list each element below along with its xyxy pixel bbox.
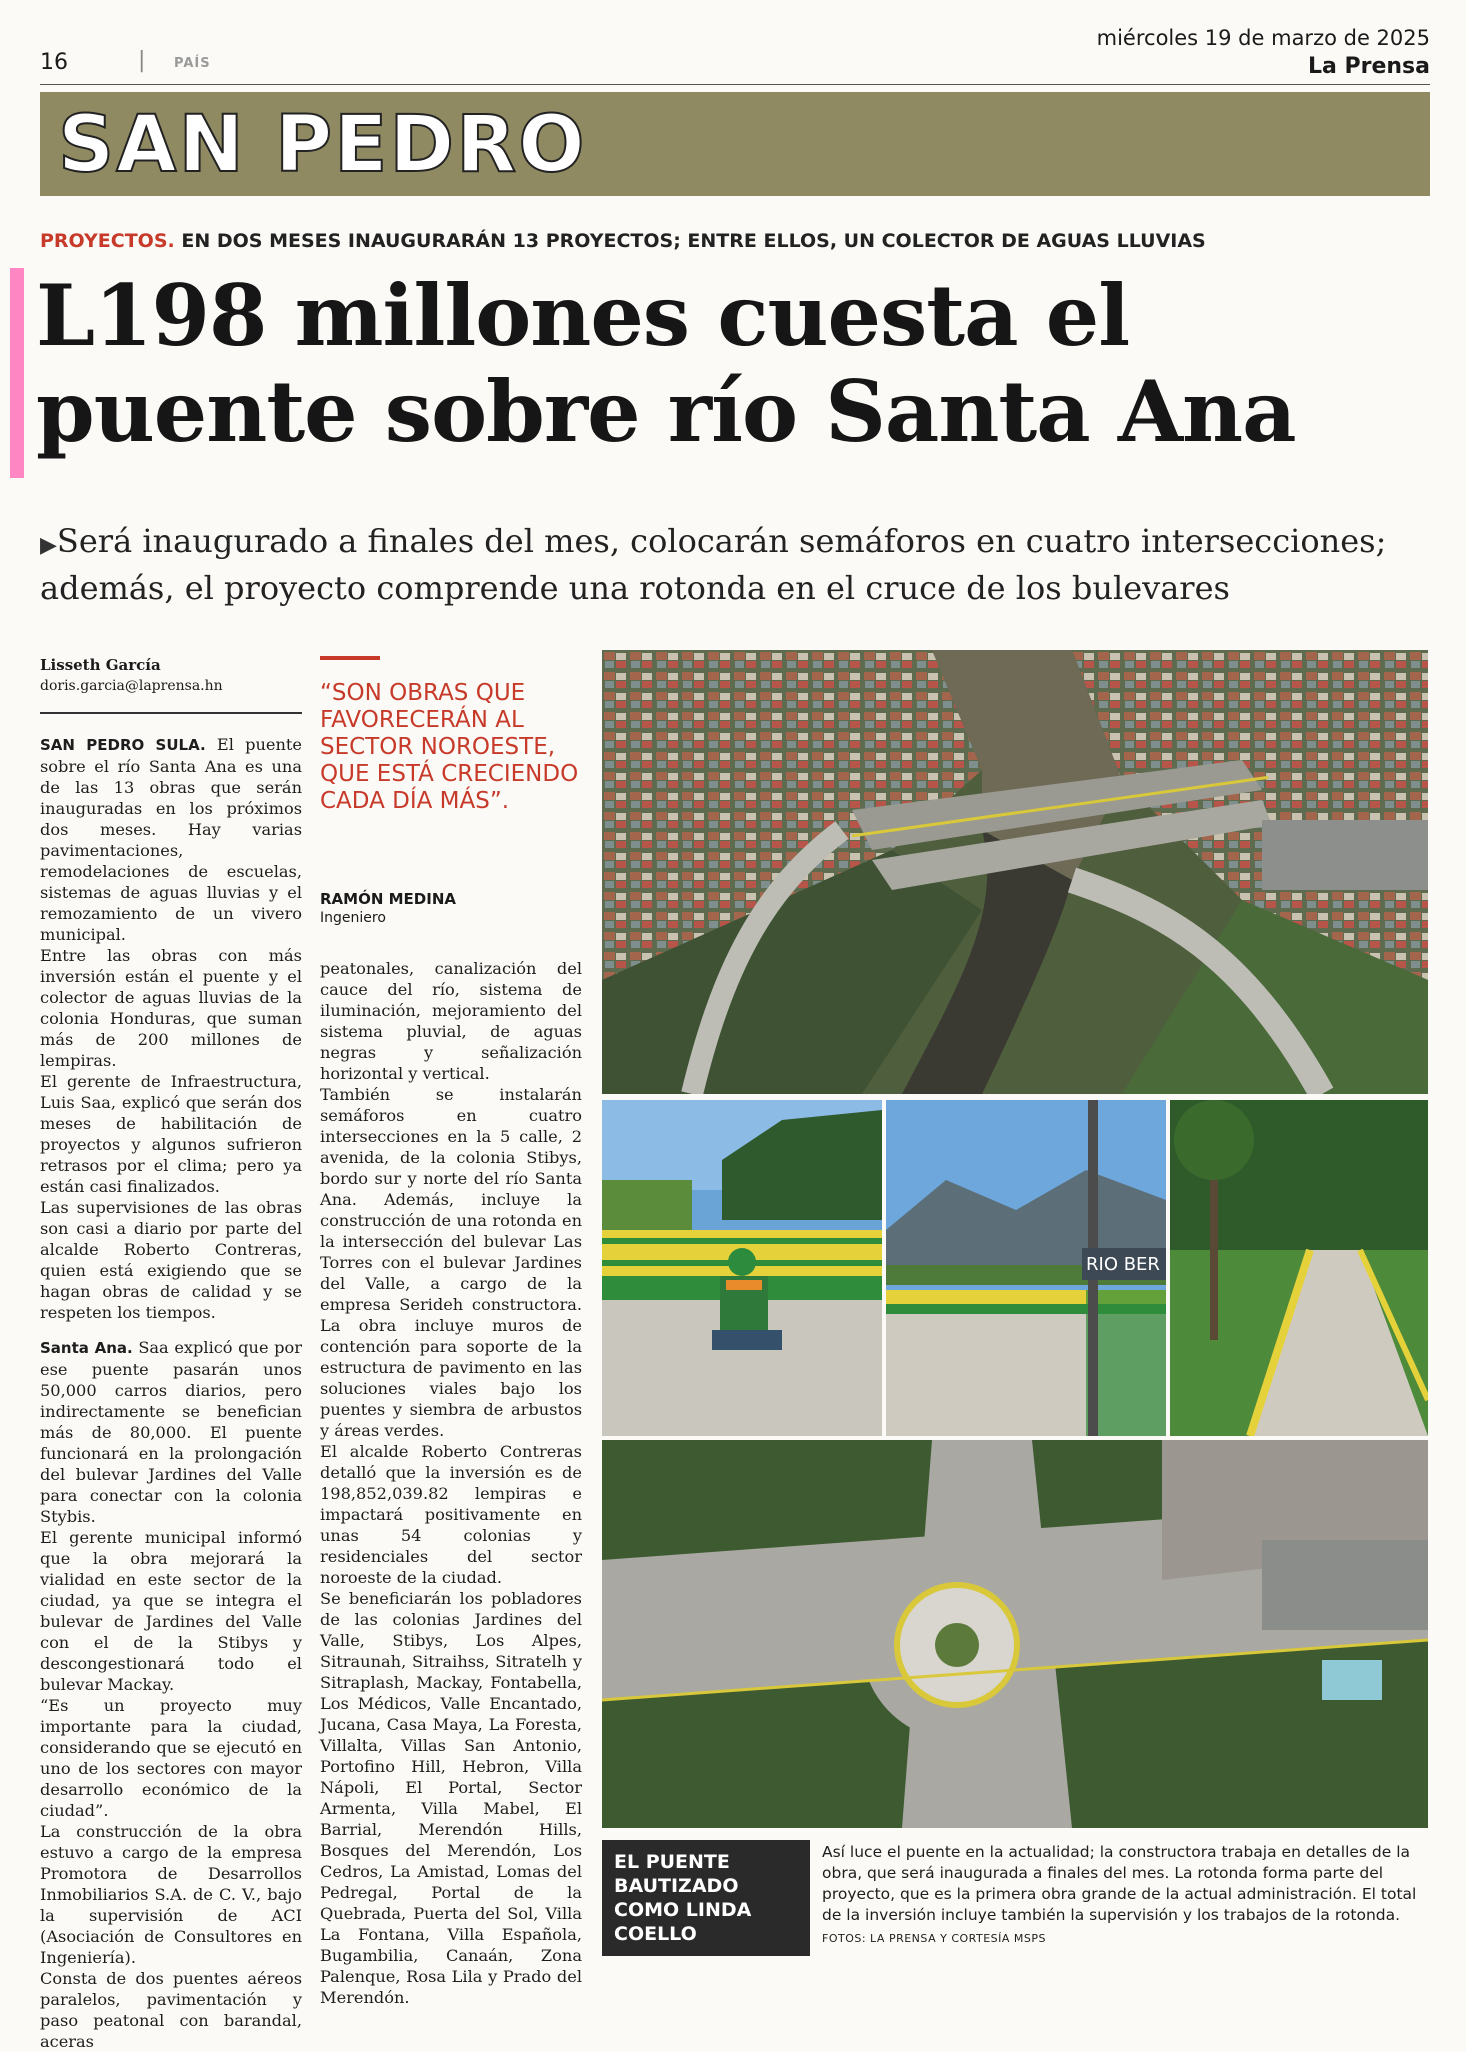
paragraph: Entre las obras con más inversión están el puente y el colector de aguas lluvias de la colonia Honduras, que suman más de 200 millones de lempiras. bbox=[40, 946, 302, 1070]
headline bbox=[36, 268, 1436, 460]
pullquote-attribution bbox=[320, 890, 456, 926]
photo-caption bbox=[822, 1842, 1428, 1949]
body-column-2 bbox=[320, 958, 582, 2008]
caption-title-box bbox=[602, 1840, 810, 1956]
paragraph: También se instalarán semáforos en cuatro intersecciones en la 5 calle, 2 avenida, de la colonia Stibys, bordo sur y norte del río Santa Ana. Además, incluye la construcción de una rotonda en la intersección del bulevar Las Torres con el bulevar Jardines del Valle, a cargo de la empresa Serideh constructora. La obra incluye muros de contención para soporte de la estructura de pavimento en las soluciones viales bajo los puentes y siembra de arbustos y áreas verdes. bbox=[320, 1085, 582, 1440]
section-tag: PAÍS bbox=[174, 56, 211, 71]
new-road-photo bbox=[1170, 1100, 1428, 1436]
pullquote-author: RAMÓN MEDINA bbox=[320, 890, 456, 908]
paragraph: El alcalde Roberto Contreras detalló que la inversión es de 198,852,039.82 lempiras e impactará positivamente en unas 54 colonias y residenciales del sector noroeste de la ciudad. bbox=[320, 1442, 582, 1587]
newspaper-name: La Prensa bbox=[1307, 54, 1430, 79]
subhead-line-1: Será inaugurado a finales del mes, colocarán semáforos en cuatro intersecciones; bbox=[56, 522, 1387, 560]
masthead-divider: | bbox=[138, 48, 146, 73]
paragraph: Santa Ana. Saa explicó que por ese puente pasarán unos 50,000 carros diarios, pero indirectamente se benefician más de 80,000. El puente funcionará en la prolongación del bulevar Jardines del Valle para conectar con la colonia Stybis. bbox=[40, 1338, 302, 1526]
paragraph: El gerente de Infraestructura, Luis Saa, explicó que serán dos meses de habilitación de proyectos y algunos sufrieron retrasos por el clima; pero ya están casi finalizados. bbox=[40, 1072, 302, 1196]
byline bbox=[40, 656, 223, 694]
river-sign-photo bbox=[886, 1100, 1166, 1436]
headline-line-2: puente sobre río Santa Ana bbox=[36, 362, 1296, 461]
masthead-rule bbox=[40, 84, 1430, 85]
caption-text: Así luce el puente en la actualidad; la constructora trabaja en detalles de la obra, que será inaugurada a finales del mes. La rotonda forma parte del proyecto, que es la primera obra grande de la actual administración. El total de la inversión incluye también la supervisión y los trabajos de la rotonda. bbox=[822, 1843, 1417, 1924]
aerial-bridge-photo bbox=[602, 650, 1428, 1094]
subsection-lead: Santa Ana. bbox=[40, 1339, 133, 1357]
issue-date: miércoles 19 de marzo de 2025 bbox=[1096, 26, 1430, 50]
paragraph: “Es un proyecto muy importante para la ciudad, considerando que se ejecutó en uno de los sectores con mayor desarrollo económico de la ciudad”. bbox=[40, 1696, 302, 1820]
pullquote-rule bbox=[320, 656, 380, 660]
author-name: Lisseth García bbox=[40, 656, 161, 674]
street-sign-text: RIO BER bbox=[1086, 1254, 1160, 1275]
kicker bbox=[40, 230, 1206, 252]
roundabout-aerial-photo bbox=[602, 1440, 1428, 1828]
paragraph: peatonales, canalización del cauce del río, sistema de iluminación, mejoramiento del sistema pluvial, de aguas negras y señalización horizontal y vertical. bbox=[320, 959, 582, 1083]
masthead bbox=[40, 26, 1430, 82]
kicker-text: EN DOS MESES INAUGURARÁN 13 PROYECTOS; ENTRE ELLOS, UN COLECTOR DE AGUAS LLUVIAS bbox=[174, 230, 1206, 252]
dateline: SAN PEDRO SULA. bbox=[40, 736, 206, 754]
highlighter-mark bbox=[10, 268, 24, 478]
paragraph: SAN PEDRO SULA. El puente sobre el río Santa Ana es una de las 13 obras que serán inauguradas en los próximos dos meses. Hay varias pavimentaciones, remodelaciones de escuelas, sistemas de aguas lluvias y el remozamiento de un vivero municipal. bbox=[40, 735, 302, 944]
paragraph: Las supervisiones de las obras son casi a diario por parte del alcalde Roberto Contreras, quien está exigiendo que se hagan obras de calidad y se respeten los tiempos. bbox=[40, 1198, 302, 1322]
body-column-1 bbox=[40, 734, 302, 2052]
pull-quote: “SON OBRAS QUE FAVORECERÁN AL SECTOR NOROESTE, QUE ESTÁ CRECIENDO CADA DÍA MÁS”. bbox=[320, 680, 579, 814]
section-banner bbox=[40, 92, 1430, 196]
paragraph: El gerente municipal informó que la obra mejorará la vialidad en este sector de la ciudad, ya que se integra el bulevar de Jardines del Valle con el de la Stibys y descongestionará todo el bulevar Mackay. bbox=[40, 1528, 302, 1694]
caption-title: EL PUENTE BAUTIZADO COMO LINDA COELLO bbox=[614, 1851, 752, 1945]
paragraph-gap bbox=[40, 1323, 302, 1337]
paragraph: La construcción de la obra estuvo a cargo de la empresa Promotora de Desarrollos Inmobiliarios S.A. de C. V., bajo la supervisión de ACI (Asociación de Consultores en Ingeniería). bbox=[40, 1822, 302, 1967]
paragraph: Se beneficiarán los pobladores de las colonias Jardines del Valle, Stibys, Los Alpes, Sitraunah, Sitraihss, Sitratelh y Sitraplash, Mackay, Fontabella, Los Médicos, Valle Encantado, Jucana, Casa Maya, La Foresta, Villalta, Villas San Antonio, Portofino Hill, Hebron, Villa Nápoli, El Portal, Sector Armenta, Villa Mabel, El Barrial, Merendón Hills, Bosques del Merendón, Los Cedros, La Amistad, Lomas del Pedregal, Portal de la Quebrada, Puerta del Sol, Villa La Fontana, Villa Española, Bugambilia, Canaán, Zona Palenque, Rosa Lila y Prado del Merendón. bbox=[320, 1589, 582, 2007]
byline-rule bbox=[40, 712, 302, 714]
triangle-arrow-icon: ▶ bbox=[40, 533, 57, 558]
section-title: SAN PEDRO bbox=[58, 100, 587, 190]
author-email[interactable]: doris.garcia@laprensa.hn bbox=[40, 678, 223, 694]
subhead-line-2: además, el proyecto comprende una rotonda en el cruce de los bulevares bbox=[40, 569, 1230, 607]
pullquote-role: Ingeniero bbox=[320, 910, 386, 926]
paragraph: Consta de dos puentes aéreos paralelos, pavimentación y paso peatonal con barandal, aceras bbox=[40, 1969, 302, 2051]
subheadline bbox=[40, 520, 1440, 609]
headline-line-1: L198 millones cuesta el bbox=[36, 266, 1130, 365]
photo-credit: FOTOS: LA PRENSA Y CORTESÍA MSPS bbox=[822, 1932, 1047, 1945]
kicker-label: PROYECTOS. bbox=[40, 230, 175, 252]
page-number: 16 bbox=[40, 50, 68, 75]
worker-railing-photo bbox=[602, 1100, 882, 1436]
